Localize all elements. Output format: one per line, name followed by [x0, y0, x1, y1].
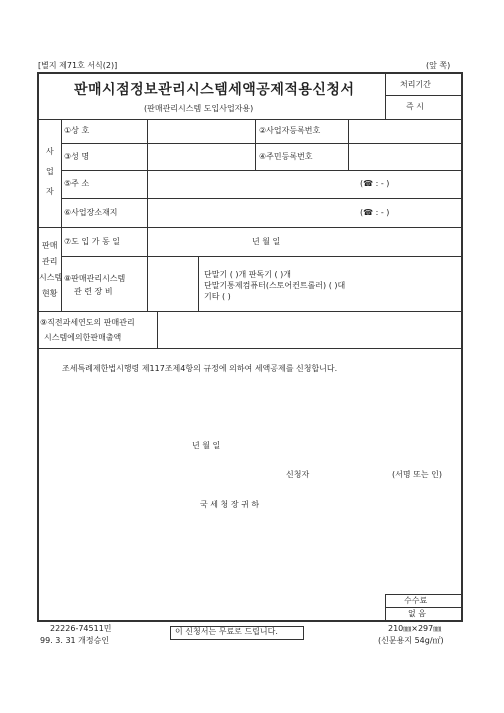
system-label-2: 관리	[42, 257, 58, 266]
form-code: [별지 제71호 서식(2)]	[38, 61, 118, 70]
fee-label: 수수료	[404, 596, 428, 605]
processing-divider-h	[385, 95, 461, 96]
applicant-mid-col-2	[348, 119, 349, 170]
form-subtitle: (판매관리시스템 도입사업자용)	[144, 104, 254, 113]
name-field[interactable]	[149, 145, 253, 168]
address-phone: (☎ : - )	[360, 179, 390, 188]
equipment-line-1: 단말기 ( )개 판독기 ( )개	[204, 270, 292, 279]
sign-date: 년 월 일	[192, 441, 221, 450]
page-side: (앞 쪽)	[426, 61, 451, 70]
system-label-3: 시스템	[39, 273, 63, 282]
sign-note: (서명 또는 인)	[392, 470, 442, 479]
footer-free-notice: 이 신청서는 무료로 드립니다.	[175, 627, 278, 636]
frame-right	[461, 72, 463, 622]
addressee: 국 세 청 장 귀 하	[200, 500, 260, 509]
intro-date-label: ⑦도 입 가 동 일	[64, 237, 120, 246]
row-line-2	[61, 143, 461, 144]
address-label: ⑤주 소	[64, 179, 90, 188]
applicant-sign-field[interactable]	[316, 466, 390, 482]
fee-left-line	[385, 594, 386, 621]
biz-location-phone: (☎ : - )	[360, 208, 390, 217]
biz-location-field[interactable]	[149, 200, 459, 225]
row-line-3	[61, 170, 461, 171]
footer-paper-weight: (신문용지 54g/㎡)	[378, 636, 444, 645]
processing-divider-v	[385, 73, 386, 119]
equipment-label-1: ⑧판매관리시스템	[64, 274, 126, 283]
frame-bottom	[37, 620, 463, 622]
biz-location-label: ⑥사업장소재지	[64, 208, 118, 217]
row-line-6	[61, 256, 461, 257]
biz-reg-no-label: ②사업자등록번호	[259, 126, 321, 135]
biz-reg-no-field[interactable]	[350, 121, 459, 141]
system-label-col	[147, 227, 148, 311]
intro-date-field[interactable]	[149, 229, 459, 254]
frame-left	[37, 72, 39, 622]
equipment-label-2: 관 련 장 비	[74, 287, 113, 296]
sales-amount-field[interactable]	[159, 313, 459, 346]
applicant-mid-col-1	[255, 119, 256, 170]
form-title: 판매시점정보관리시스템세액공제적용신청서	[74, 82, 355, 98]
fee-top-line	[385, 594, 461, 595]
applicant-sign-label: 신청자	[286, 470, 310, 479]
equipment-line-2: 단말기통제컴퓨터(스토어컨트롤러) ( )대	[204, 281, 346, 290]
resident-no-label: ④주민등록번호	[259, 152, 313, 161]
resident-no-field[interactable]	[350, 145, 459, 168]
system-label-4: 현황	[42, 289, 58, 298]
name-label: ③성 명	[64, 152, 90, 161]
intro-date-fields: 년 월 일	[252, 237, 281, 246]
processing-label: 처리기간	[400, 80, 431, 89]
address-field[interactable]	[149, 172, 459, 196]
equipment-line-3: 기타 ( )	[204, 292, 231, 301]
system-intro-divider	[198, 256, 199, 311]
applicant-label-col	[147, 119, 148, 227]
row-line-8	[38, 348, 461, 349]
application-statement: 조세특례제한법시행령 제117조제4항의 규정에 의하여 세액공제를 신청합니다.	[62, 364, 338, 373]
processing-value: 즉 시	[406, 102, 424, 111]
footer-form-no: 22226-74511민	[50, 624, 112, 633]
sales-label-col	[157, 311, 158, 348]
fee-mid-line	[385, 607, 461, 608]
sales-label-1: ⑨직전과세연도의 판매관리	[40, 318, 135, 327]
applicant-label-3: 자	[46, 187, 54, 196]
system-label-1: 판매	[42, 241, 58, 250]
footer-approval: 99. 3. 31 개정승인	[40, 636, 110, 645]
row-line-1	[38, 119, 461, 120]
fee-value: 없 음	[408, 609, 426, 618]
frame-top	[37, 72, 463, 74]
footer-paper-size: 210㎜×297㎜	[388, 624, 442, 633]
applicant-label-1: 사	[46, 147, 54, 156]
applicant-label-2: 업	[46, 167, 54, 176]
trade-name-field[interactable]	[149, 121, 253, 141]
row-line-5	[38, 227, 461, 228]
sales-label-2: 시스템에의한판매출액	[44, 333, 122, 342]
trade-name-label: ①상 호	[64, 126, 90, 135]
row-line-4	[61, 198, 461, 199]
row-line-7	[38, 311, 461, 312]
